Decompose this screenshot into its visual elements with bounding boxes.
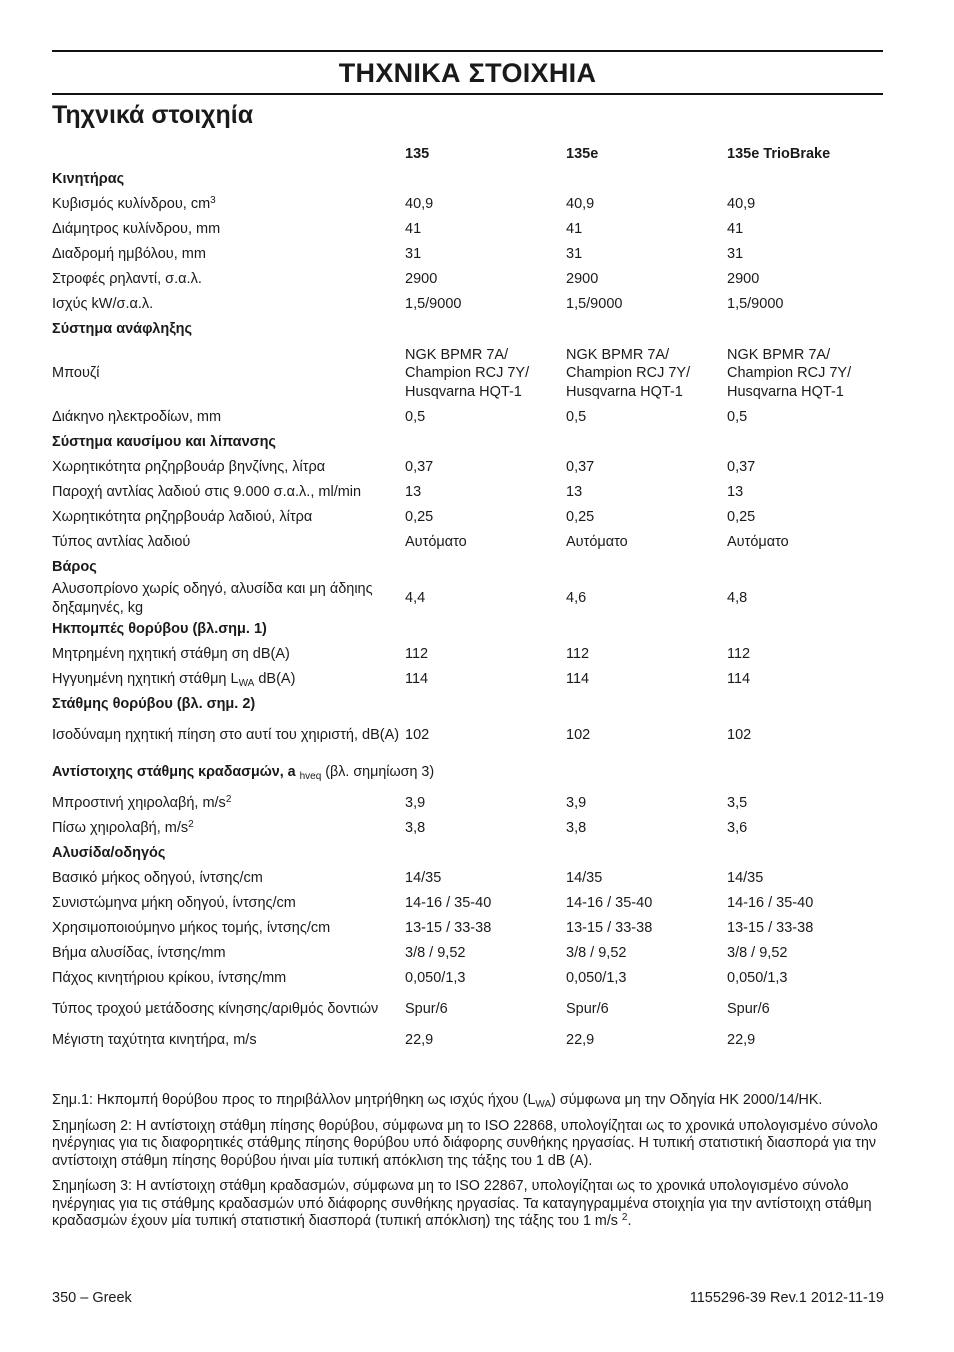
- cell: 13: [727, 484, 744, 501]
- section-label: Ηκπομπές θορύβου (βλ.σημ. 1): [52, 621, 267, 638]
- page-number: 350 – Greek: [52, 1290, 132, 1306]
- cell: 3,8: [405, 820, 426, 837]
- cell: 112: [727, 646, 751, 663]
- cell: 0,25: [727, 509, 756, 526]
- cell: 0,050/1,3: [405, 970, 466, 987]
- table-row: [52, 816, 883, 841]
- cell: Spur/6: [405, 1001, 448, 1018]
- cell: 31: [566, 246, 583, 263]
- section-title: Τηχνικά στοιχηία: [52, 101, 254, 129]
- cell: 4,8: [727, 590, 748, 607]
- table-row: [52, 966, 883, 991]
- table-row: [52, 866, 883, 891]
- table-row: [52, 667, 883, 692]
- cell: 3,9: [405, 795, 426, 812]
- cell: 3/8 / 9,52: [405, 945, 466, 962]
- section-label: Κινητήρας: [52, 171, 125, 188]
- cell: 102: [405, 727, 430, 744]
- cell: 2900: [727, 271, 760, 288]
- row-label: Μπουζί: [52, 365, 100, 382]
- cell: 3/8 / 9,52: [566, 945, 627, 962]
- row-label: Παροχή αντλίας λαδιού στις 9.000 σ.α.λ., ml/min: [52, 484, 362, 501]
- table-row: [52, 192, 883, 217]
- cell: Αυτόματο: [405, 534, 467, 551]
- table-row: [52, 717, 883, 754]
- table-header-row: [52, 142, 883, 167]
- table-row: [52, 480, 883, 505]
- note-3: Σημηίωση 3: Η αντίστοιχη στάθμη κραδασμών, σύμφωνα μη το ISO 22867, υπολογίζηται ως το χρονικά υπολογισμένο σύνολο ηνέργηιας για τις στάθμης κραδασμών υπό διάφορης συνθήκης ηργασίας. Τα καταγηγραμμένα στοιχηία για την αντίστοιχη στάθμη κραδασμών έχουν μία τυπική στατιστική διασπορά (τυπική απόκλιση) της τάξης του 1 m/s $^2$.: [52, 1178, 872, 1229]
- table-row: [52, 530, 883, 555]
- document-id: 1155296-39 Rev.1 2012-11-19: [689, 1290, 884, 1306]
- section-label: Σύστημα καυσίμου και λίπανσης: [52, 434, 276, 451]
- cell: 40,9: [727, 196, 756, 213]
- cell: 1,5/9000: [405, 296, 462, 313]
- table-row: [52, 455, 883, 480]
- section-label: Στάθμης θορύβου (βλ. σημ. 2): [52, 696, 256, 713]
- cell: 3,5: [727, 795, 748, 812]
- row-label: Αλυσοπρίονο χωρίς οδηγό, αλυσίδα και μη άδηιης δηξαμηνές, kg: [52, 581, 373, 616]
- cell: 112: [405, 646, 429, 663]
- row-label: Βασικό μήκος οδηγού, ίντσης/cm: [52, 870, 263, 887]
- row-label: Πάχος κινητήριου κρίκου, ίντσης/mm: [52, 970, 287, 987]
- table-row: [52, 1028, 883, 1053]
- row-label: Χωρητικότητα ρηζηρβουάρ βηνζίνης, λίτρα: [52, 459, 326, 476]
- cell: 13-15 / 33-38: [405, 920, 492, 937]
- row-label: Βήμα αλυσίδας, ίντσης/mm: [52, 945, 226, 962]
- section-label: Αλυσίδα/οδηγός: [52, 845, 166, 862]
- table-row: [52, 292, 883, 317]
- section-label: Σύστημα ανάφληξης: [52, 321, 193, 338]
- cell: Αυτόματο: [727, 534, 789, 551]
- section-row: [52, 430, 883, 455]
- cell: 102: [566, 727, 591, 744]
- section-row: [52, 167, 883, 192]
- header-rule: [52, 93, 883, 95]
- cell: NGK BPMR 7A/ Champion RCJ 7Y/ Husqvarna HQT-1: [727, 346, 852, 400]
- row-label: Τύπος τροχού μετάδοσης κίνησης/αριθμός δοντιών: [52, 1001, 379, 1018]
- cell: 114: [727, 671, 751, 688]
- cell: 114: [566, 671, 590, 688]
- row-label: Μέγιστη ταχύτητα κινητήρα, m/s: [52, 1032, 257, 1049]
- cell: 14-16 / 35-40: [727, 895, 814, 912]
- cell: 31: [727, 246, 744, 263]
- table-row: [52, 505, 883, 530]
- cell: 3,8: [566, 820, 587, 837]
- cell: 41: [727, 221, 744, 238]
- cell: 0,25: [566, 509, 595, 526]
- section-row: [52, 841, 883, 866]
- row-label: Ισχύς kW/σ.α.λ.: [52, 296, 154, 313]
- cell: NGK BPMR 7A/ Champion RCJ 7Y/ Husqvarna HQT-1: [566, 346, 691, 400]
- row-label: Ηγγυημένη ηχητική στάθμη $L_{WA}$ dB(A): [52, 671, 296, 690]
- table-row: [52, 791, 883, 816]
- cell: 3,9: [566, 795, 587, 812]
- table-row: [52, 267, 883, 292]
- table-row: [52, 891, 883, 916]
- cell: 31: [405, 246, 422, 263]
- cell: 3,6: [727, 820, 748, 837]
- section-row: [52, 692, 883, 717]
- row-label: Διάμητρος κυλίνδρου, mm: [52, 221, 221, 238]
- table-row: [52, 916, 883, 941]
- cell: 0,37: [727, 459, 756, 476]
- row-label: Μπροστινή χηιρολαβή, $m/s^2$: [52, 794, 232, 812]
- cell: 2900: [405, 271, 438, 288]
- cell: 14/35: [566, 870, 603, 887]
- cell: 22,9: [566, 1032, 595, 1049]
- section-row: [52, 317, 883, 342]
- column-header: 135: [405, 146, 430, 163]
- row-label: Στροφές ρηλαντί, σ.α.λ.: [52, 271, 202, 288]
- section-row: [52, 754, 883, 791]
- cell: 3/8 / 9,52: [727, 945, 788, 962]
- table-row: [52, 991, 883, 1028]
- table-row: [52, 580, 883, 617]
- cell: 4,4: [405, 590, 426, 607]
- table-row: [52, 405, 883, 430]
- row-label: Τύπος αντλίας λαδιού: [52, 534, 191, 551]
- top-rule: [52, 50, 883, 52]
- cell: 41: [405, 221, 422, 238]
- cell: 14/35: [405, 870, 442, 887]
- table-row: [52, 941, 883, 966]
- section-row: [52, 555, 883, 580]
- cell: 0,37: [405, 459, 434, 476]
- row-label: Διάκηνο ηλεκτροδίων, mm: [52, 409, 222, 426]
- cell: 22,9: [727, 1032, 756, 1049]
- row-label: Ισοδύναμη ηχητική πίηση στο αυτί του χηιριστή, dB(A): [52, 727, 400, 744]
- note-1: Σημ.1: Ηκπομπή θορύβου προς το πηριβάλλον μητρήθηκη ως ισχύς ήχου $(L_{WA})$ σύμφωνα μη την Οδηγία ΗΚ 2000/14/ΗΚ.: [52, 1092, 823, 1110]
- cell: Αυτόματο: [566, 534, 628, 551]
- cell: 1,5/9000: [566, 296, 623, 313]
- notes: [52, 1092, 883, 1239]
- column-header: 135e: [566, 146, 599, 163]
- section-label: Αντίστοιχης στάθμης κραδασμών, a $_{hveq}$ (βλ. σημηίωση 3): [52, 764, 435, 783]
- row-label: Χρησιμοποιούμηνο μήκος τομής, ίντσης/cm: [52, 920, 331, 937]
- cell: 0,050/1,3: [566, 970, 627, 987]
- cell: 112: [566, 646, 590, 663]
- cell: 102: [727, 727, 752, 744]
- cell: 2900: [566, 271, 599, 288]
- cell: 40,9: [405, 196, 434, 213]
- cell: 13: [405, 484, 422, 501]
- cell: 40,9: [566, 196, 595, 213]
- spec-table: [52, 142, 883, 1053]
- cell: 41: [566, 221, 583, 238]
- row-label: Κυβισμός κυλίνδρου, $cm^3$: [52, 195, 216, 213]
- table-row: [52, 242, 883, 267]
- cell: 0,5: [405, 409, 426, 426]
- cell: 0,5: [727, 409, 748, 426]
- cell: 4,6: [566, 590, 587, 607]
- table-row: [52, 342, 883, 405]
- row-label: Πίσω χηιρολαβή, $m/s^2$: [52, 819, 194, 837]
- row-label: Διαδρομή ημβόλου, mm: [52, 246, 206, 263]
- cell: 14-16 / 35-40: [566, 895, 653, 912]
- cell: 0,5: [566, 409, 587, 426]
- table-row: [52, 217, 883, 242]
- cell: 0,050/1,3: [727, 970, 788, 987]
- cell: 13-15 / 33-38: [566, 920, 653, 937]
- note-2: Σημηίωση 2: Η αντίστοιχη στάθμη πίησης θορύβου, σύμφωνα μη το ISO 22868, υπολογίζηται ως το χρονικά υπολογισμένο σύνολο ηνέργηιας για τις διαφορητικές στάθμης πίησης θορύβου υπό διάφορης συνθήκης ηργασίας. Η τυπική στατιστική διασπορά για την αντίστοιχη στάθμη πίησης θορύβου ήιναι μία τυπική απόκλιση της τάξης του 1 dB (A).: [52, 1117, 878, 1169]
- page-header-title: ΤΗΧΝΙΚΑ ΣΤΟΙΧΗΙΑ: [338, 58, 597, 88]
- cell: 1,5/9000: [727, 296, 784, 313]
- cell: 0,37: [566, 459, 595, 476]
- section-label: Βάρος: [52, 559, 97, 576]
- cell: 13: [566, 484, 583, 501]
- cell: 114: [405, 671, 429, 688]
- table-row: [52, 642, 883, 667]
- cell: Spur/6: [566, 1001, 609, 1018]
- cell: NGK BPMR 7A/ Champion RCJ 7Y/ Husqvarna HQT-1: [405, 346, 530, 400]
- row-label: Μητρημένη ηχητική στάθμη ση dB(A): [52, 646, 290, 663]
- row-label: Χωρητικότητα ρηζηρβουάρ λαδιού, λίτρα: [52, 509, 313, 526]
- cell: 22,9: [405, 1032, 434, 1049]
- cell: Spur/6: [727, 1001, 770, 1018]
- row-label: Συνιστώμηνα μήκη οδηγού, ίντσης/cm: [52, 895, 296, 912]
- column-header: 135e TrioBrake: [727, 146, 831, 163]
- section-row: [52, 617, 883, 642]
- cell: 14/35: [727, 870, 764, 887]
- cell: 14-16 / 35-40: [405, 895, 492, 912]
- cell: 13-15 / 33-38: [727, 920, 814, 937]
- cell: 0,25: [405, 509, 434, 526]
